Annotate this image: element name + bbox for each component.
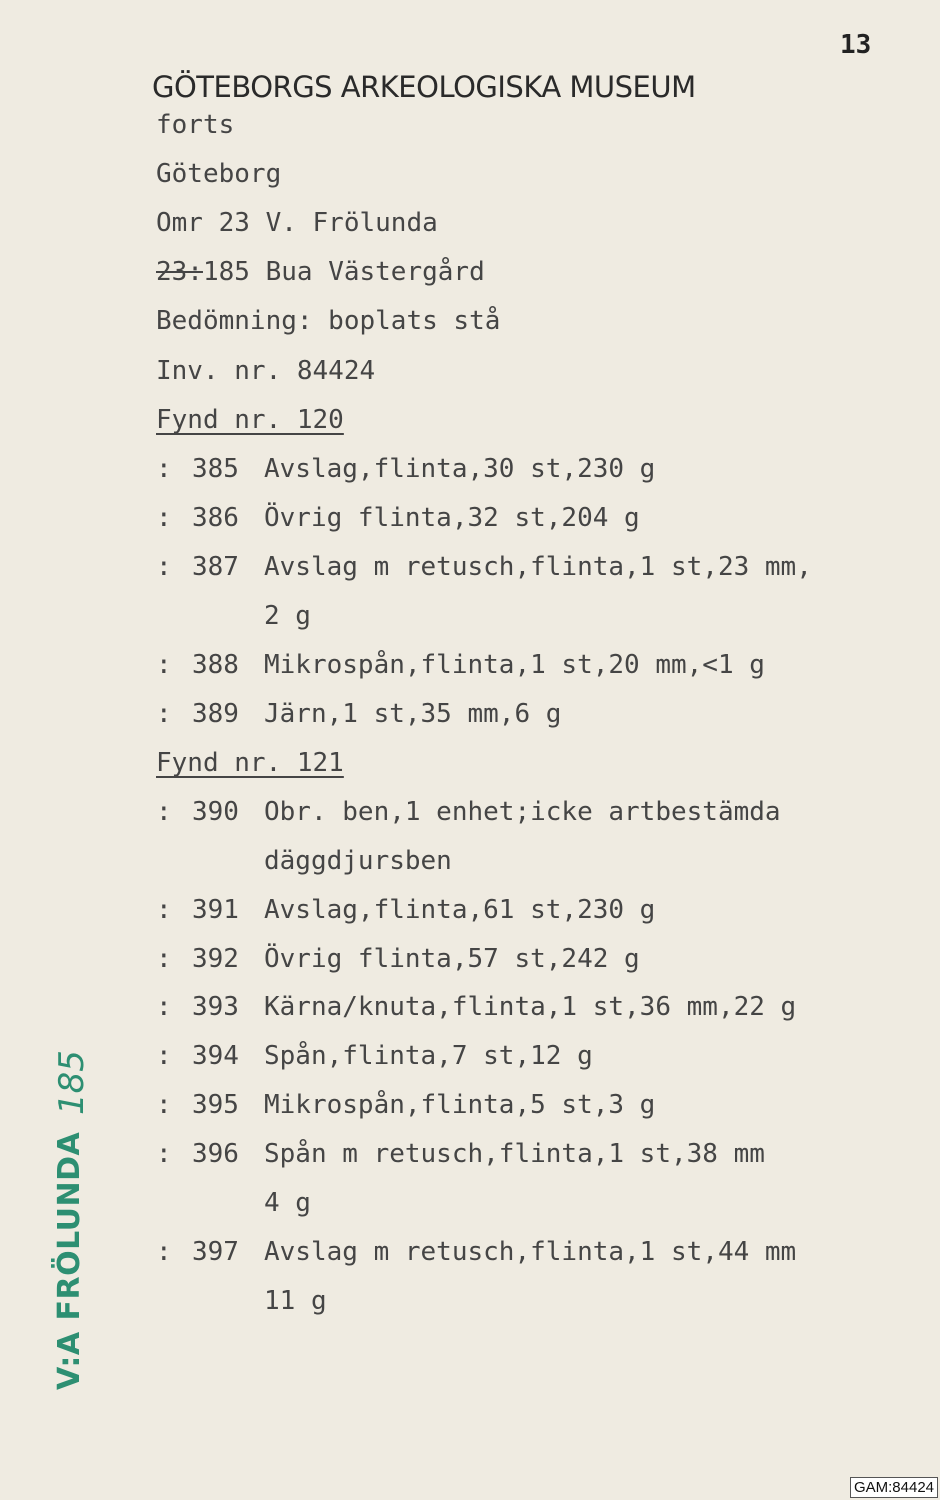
item-text: Mikrospån,flinta,5 st,3 g: [264, 1090, 656, 1120]
item-text: Övrig flinta,57 st,242 g: [264, 944, 640, 974]
find-item: : 392 Övrig flinta,57 st,242 g: [156, 944, 640, 974]
item-text: Avslag,flinta,61 st,230 g: [264, 895, 656, 925]
item-text: Spån,flinta,7 st,12 g: [264, 1041, 593, 1071]
find-item: : 395 Mikrospån,flinta,5 st,3 g: [156, 1090, 656, 1120]
item-text: Mikrospån,flinta,1 st,20 mm,<1 g: [264, 650, 765, 680]
city-label: Göteborg: [156, 159, 282, 189]
find-item: : 387 Avslag m retusch,flinta,1 st,23 mm,: [156, 552, 812, 582]
item-code: 394: [192, 1041, 239, 1071]
find-heading: Fynd nr. 120: [156, 405, 344, 435]
item-text: Kärna/knuta,flinta,1 st,36 mm,22 g: [264, 992, 797, 1022]
stamp-number: 185: [52, 1050, 92, 1115]
find-item: : 397 Avslag m retusch,flinta,1 st,44 mm: [156, 1237, 797, 1267]
item-code: 386: [192, 503, 239, 533]
assessment-label: Bedömning: boplats stå: [156, 306, 501, 336]
item-code: 388: [192, 650, 239, 680]
find-item: : 396 Spån m retusch,flinta,1 st,38 mm: [156, 1139, 765, 1169]
find-item: : 391 Avslag,flinta,61 st,230 g: [156, 895, 656, 925]
area-label: Omr 23 V. Frölunda: [156, 208, 438, 238]
find-item: : 388 Mikrospån,flinta,1 st,20 mm,<1 g: [156, 650, 765, 680]
item-continuation: däggdjursben: [264, 846, 452, 876]
item-code: 393: [192, 992, 239, 1022]
item-text: Obr. ben,1 enhet;icke artbestämda: [264, 797, 781, 827]
item-text: Avslag m retusch,flinta,1 st,23 mm,: [264, 552, 812, 582]
item-text: Spån m retusch,flinta,1 st,38 mm: [264, 1139, 765, 1169]
item-code: 387: [192, 552, 239, 582]
item-continuation: 4 g: [264, 1188, 311, 1218]
item-code: 391: [192, 895, 239, 925]
site-line: [156, 257, 485, 287]
item-code: 395: [192, 1090, 239, 1120]
item-text: Avslag m retusch,flinta,1 st,44 mm: [264, 1237, 797, 1267]
item-code: 397: [192, 1237, 239, 1267]
item-code: 389: [192, 699, 239, 729]
item-text: Avslag,flinta,30 st,230 g: [264, 454, 656, 484]
item-text: Övrig flinta,32 st,204 g: [264, 503, 640, 533]
item-code: 392: [192, 944, 239, 974]
find-item: : 385 Avslag,flinta,30 st,230 g: [156, 454, 656, 484]
site-struck-number: 23:: [156, 257, 203, 287]
find-item: : 390 Obr. ben,1 enhet;icke artbestämda: [156, 797, 781, 827]
inventory-number: Inv. nr. 84424: [156, 356, 376, 386]
item-continuation: 11 g: [264, 1286, 327, 1316]
item-code: 385: [192, 454, 239, 484]
item-continuation: 2 g: [264, 601, 311, 631]
find-item: : 389 Järn,1 st,35 mm,6 g: [156, 699, 562, 729]
page-number: 13: [840, 30, 872, 60]
item-code: 390: [192, 797, 239, 827]
find-heading: Fynd nr. 121: [156, 748, 344, 778]
site-label: 185 Bua Västergård: [202, 257, 485, 287]
location-stamp: V:A FRÖLUNDA: [52, 1131, 87, 1390]
find-item: : 394 Spån,flinta,7 st,12 g: [156, 1041, 593, 1071]
item-code: 396: [192, 1139, 239, 1169]
museum-header: GÖTEBORGS ARKEOLOGISKA MUSEUM: [152, 70, 696, 104]
item-text: Järn,1 st,35 mm,6 g: [264, 699, 562, 729]
find-item: : 393 Kärna/knuta,flinta,1 st,36 mm,22 g: [156, 992, 797, 1022]
archive-id-label: GAM:84424: [850, 1477, 938, 1498]
forts-label: forts: [156, 110, 235, 140]
find-item: : 386 Övrig flinta,32 st,204 g: [156, 503, 640, 533]
